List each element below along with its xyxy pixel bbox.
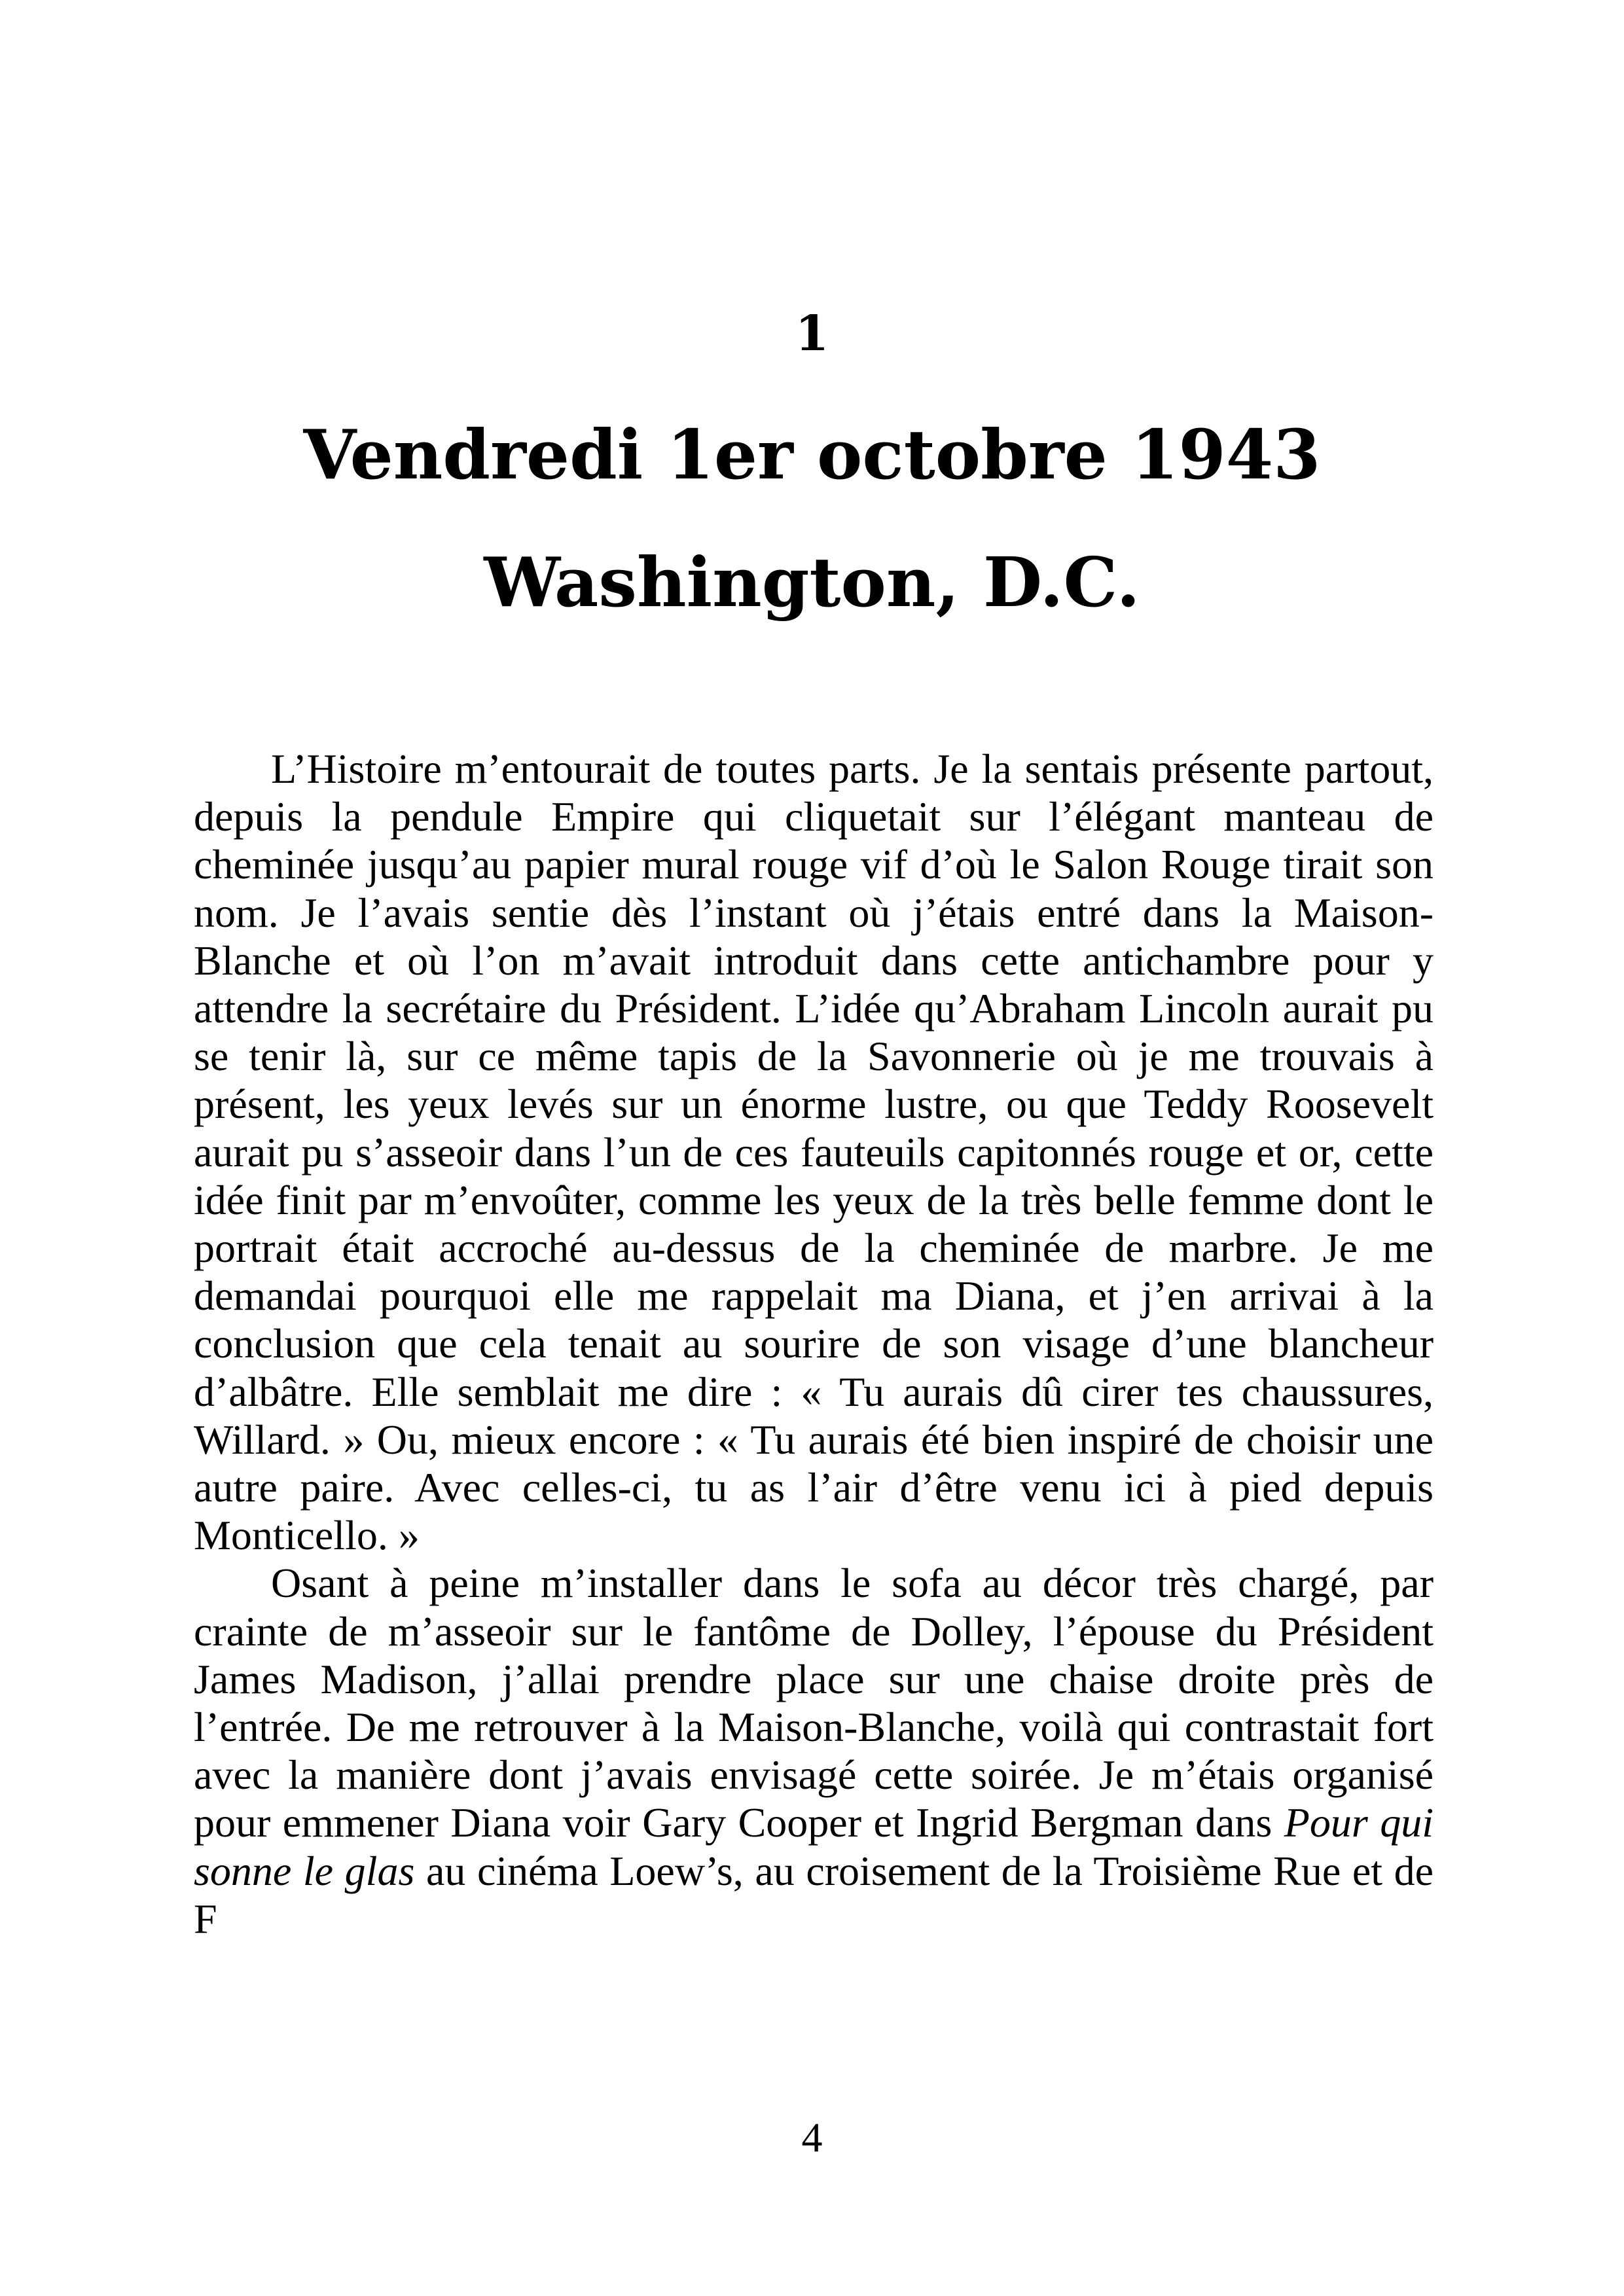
chapter-number: 1 (795, 306, 829, 362)
paragraph (194, 1559, 1434, 1943)
page-number: 4 (801, 2114, 823, 2161)
body-text (194, 745, 1434, 1943)
film-title: Pour qui sonne le glas (194, 1799, 1434, 1894)
chapter-title-date: Vendredi 1er octobre 1943 (303, 414, 1321, 495)
paragraph: L’Histoire m’entourait de toutes parts. Je la sentais présente partout, depuis la pendule Empire qui cliquetait sur l’élégant manteau de cheminée jusqu’au papier mural rouge vif d’où le Salon Rouge tirait son nom. Je l’avais sentie dès l’instant où j’étais entré dans la Maison-Blanche et où l’on m’avait introduit dans cette antichambre pour y attendre la secrétaire du Président. L’idée qu’Abraham Lincoln aurait pu se tenir là, sur ce même tapis de la Savonnerie où je me trouvais à présent, les yeux levés sur un énorme lustre, ou que Teddy Roosevelt aurait pu s’asseoir dans l’un de ces fauteuils capitonnés rouge et or, cette idée finit par m’envoûter, comme les yeux de la très belle femme dont le portrait était accroché au-dessus de la cheminée de marbre. Je me demandai pourquoi elle me rappelait ma Diana, et j’en arrivai à la conclusion que cela tenait au sourire de son visage d’une blancheur d’albâtre. Elle semblait me dire : « Tu aurais dû cirer tes chaussures, Willard. » Ou, mieux encore : « Tu aurais été bien inspiré de choisir une autre paire. Avec celles-ci, tu as l’air d’être venu ici à pied depuis Monticello. » (194, 745, 1434, 1559)
paragraph-text: Osant à peine m’installer dans le sofa au décor très chargé, par crainte de m’asseoir sur le fantôme de Dolley, l’épouse du Président James Madison, j’allai prendre place sur une chaise droite près de l’entrée. De me retrouver à la Maison-Blanche, voilà qui contrastait fort avec la manière dont j’avais envisagé cette soirée. Je m’étais organisé pour emmener Diana voir Gary Cooper et Ingrid Bergman dans (194, 1560, 1434, 1846)
paragraph-text: au cinéma Loew’s, au croisement de la Troisième Rue et de F (194, 1847, 1434, 1942)
chapter-title-place: Washington, D.C. (484, 542, 1140, 622)
